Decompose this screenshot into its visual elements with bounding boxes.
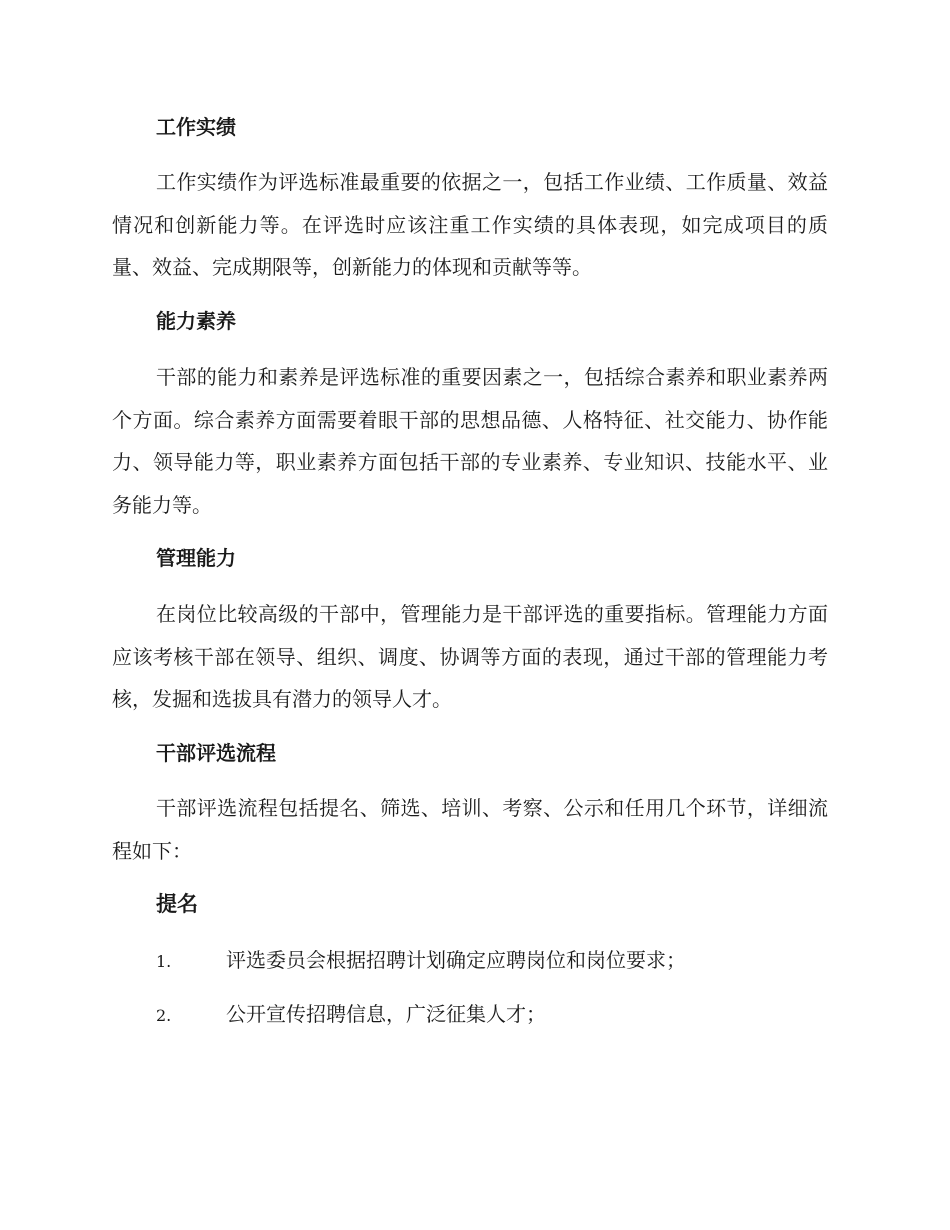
section-heading-ability: 能力素养 [156,309,236,333]
section-heading-work-performance: 工作实绩 [156,115,236,139]
list-item [156,946,836,976]
section-body-ability: 干部的能力和素养是评选标准的重要因素之一，包括综合素养和职业素养两个方面。综合素养方面需要着眼干部的思想品德、人格特征、社交能力、协作能力、领导能力等，职业素养方面包括干部的专业素养、专业知识、技能水平、业务能力等。 [112,365,828,517]
list-item-text: 公开宣传招聘信息，广泛征集人才； [226,1002,546,1026]
list-item-text: 评选委员会根据招聘计划确定应聘岗位和岗位要求； [226,948,686,972]
section-body-selection-process: 干部评选流程包括提名、筛选、培训、考察、公示和任用几个环节，详细流程如下： [112,796,828,863]
section-body-management: 在岗位比较高级的干部中，管理能力是干部评选的重要指标。管理能力方面应该考核干部在领导、组织、调度、协调等方面的表现，通过干部的管理能力考核，发掘和选拔具有潜力的领导人才。 [112,602,828,711]
list-item-number: 1. [156,952,172,971]
subsection-heading-nomination: 提名 [156,891,198,916]
list-item-number: 2. [156,1006,172,1025]
section-body-work-performance: 工作实绩作为评选标准最重要的依据之一，包括工作业绩、工作质量、效益情况和创新能力等。在评选时应该注重工作实绩的具体表现，如完成项目的质量、效益、完成期限等，创新能力的体现和贡献等等。 [112,170,828,279]
section-heading-selection-process: 干部评选流程 [156,741,276,765]
list-item [156,1000,836,1030]
section-heading-management: 管理能力 [156,546,236,570]
